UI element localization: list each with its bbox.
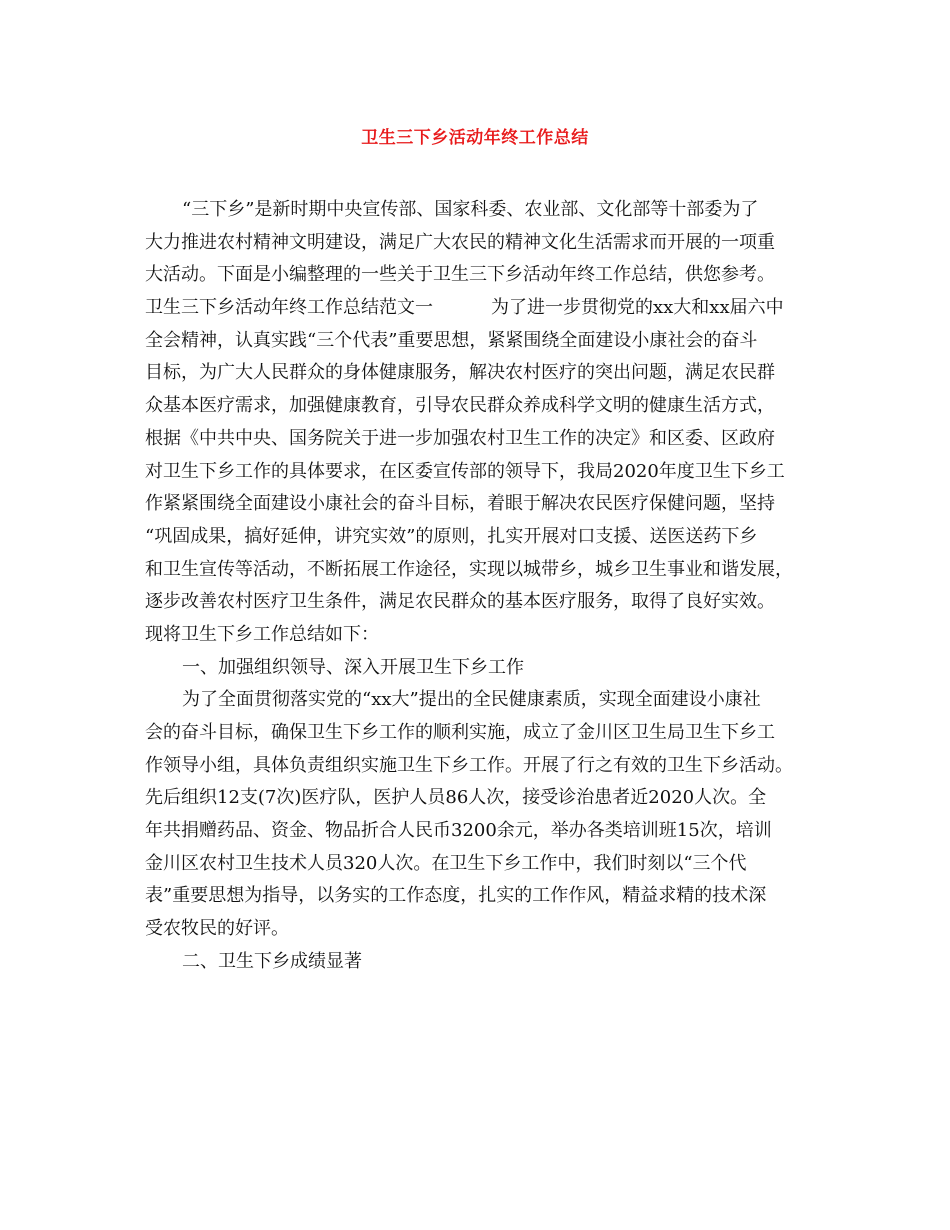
paragraph-text: 为了进一步贯彻党的xx大和xx届六中	[491, 297, 784, 319]
paragraph-line: 作紧紧围绕全面建设小康社会的奋斗目标，着眼于解决农民医疗保健问题，坚持	[145, 493, 775, 515]
paragraph-line: 众基本医疗需求，加强健康教育，引导农民群众养成科学文明的健康生活方式，	[145, 395, 775, 417]
paragraph-line: 受农牧民的好评。	[145, 918, 289, 940]
paragraph-line-with-heading	[145, 292, 810, 325]
section-heading-inline: 卫生三下乡活动年终工作总结范文一	[145, 297, 433, 319]
paragraph-line: 目标，为广大人民群众的身体健康服务，解决农村医疗的突出问题，满足农民群	[145, 362, 775, 384]
paragraph-line: 作领导小组，具体负责组织实施卫生下乡工作。开展了行之有效的卫生下乡活动。	[145, 754, 793, 776]
paragraph-line: 为了全面贯彻落实党的“xx大”提出的全民健康素质，实现全面建设小康社	[182, 689, 761, 711]
paragraph-line: 全会精神，认真实践“三个代表”重要思想，紧紧围绕全面建设小康社会的奋斗	[145, 329, 758, 351]
paragraph-line: 逐步改善农村医疗卫生条件，满足农民群众的基本医疗服务，取得了良好实效。	[145, 591, 775, 613]
paragraph-line: “巩固成果，搞好延伸，讲究实效”的原则，扎实开展对口支援、送医送药下乡	[145, 525, 758, 547]
document-body	[145, 194, 810, 979]
paragraph-line: 对卫生下乡工作的具体要求，在区委宣传部的领导下，我局2020年度卫生下乡工	[145, 460, 785, 482]
paragraph-line: 根据《中共中央、国务院关于进一步加强农村卫生工作的决定》和区委、区政府	[145, 427, 775, 449]
paragraph-line: 先后组织12支(7次)医疗队，医护人员86人次，接受诊治患者近2020人次。全	[145, 787, 767, 809]
document-title: 卫生三下乡活动年终工作总结	[361, 128, 589, 148]
paragraph-line: 大活动。下面是小编整理的一些关于卫生三下乡活动年终工作总结，供您参考。	[145, 264, 775, 286]
paragraph-line: 年共捐赠药品、资金、物品折合人民币3200余元，举办各类培训班15次，培训	[145, 820, 772, 842]
paragraph-line: 和卫生宣传等活动，不断拓展工作途径，实现以城带乡，城乡卫生事业和谐发展，	[145, 558, 793, 580]
paragraph-line: 金川区农村卫生技术人员320人次。在卫生下乡工作中，我们时刻以“三个代	[145, 852, 747, 874]
paragraph-line: 大力推进农村精神文明建设，满足广大农民的精神文化生活需求而开展的一项重	[145, 231, 775, 253]
paragraph-line: 表”重要思想为指导，以务实的工作态度，扎实的工作作风，精益求精的技术深	[145, 885, 767, 907]
paragraph-line: 会的奋斗目标，确保卫生下乡工作的顺利实施，成立了金川区卫生局卫生下乡工	[145, 722, 775, 743]
section-heading: 二、卫生下乡成绩显著	[182, 950, 362, 972]
paragraph-line: “三下乡”是新时期中央宣传部、国家科委、农业部、文化部等十部委为了	[182, 199, 759, 220]
paragraph-line: 现将卫生下乡工作总结如下：	[145, 623, 379, 645]
section-heading: 一、加强组织领导、深入开展卫生下乡工作	[182, 656, 524, 678]
